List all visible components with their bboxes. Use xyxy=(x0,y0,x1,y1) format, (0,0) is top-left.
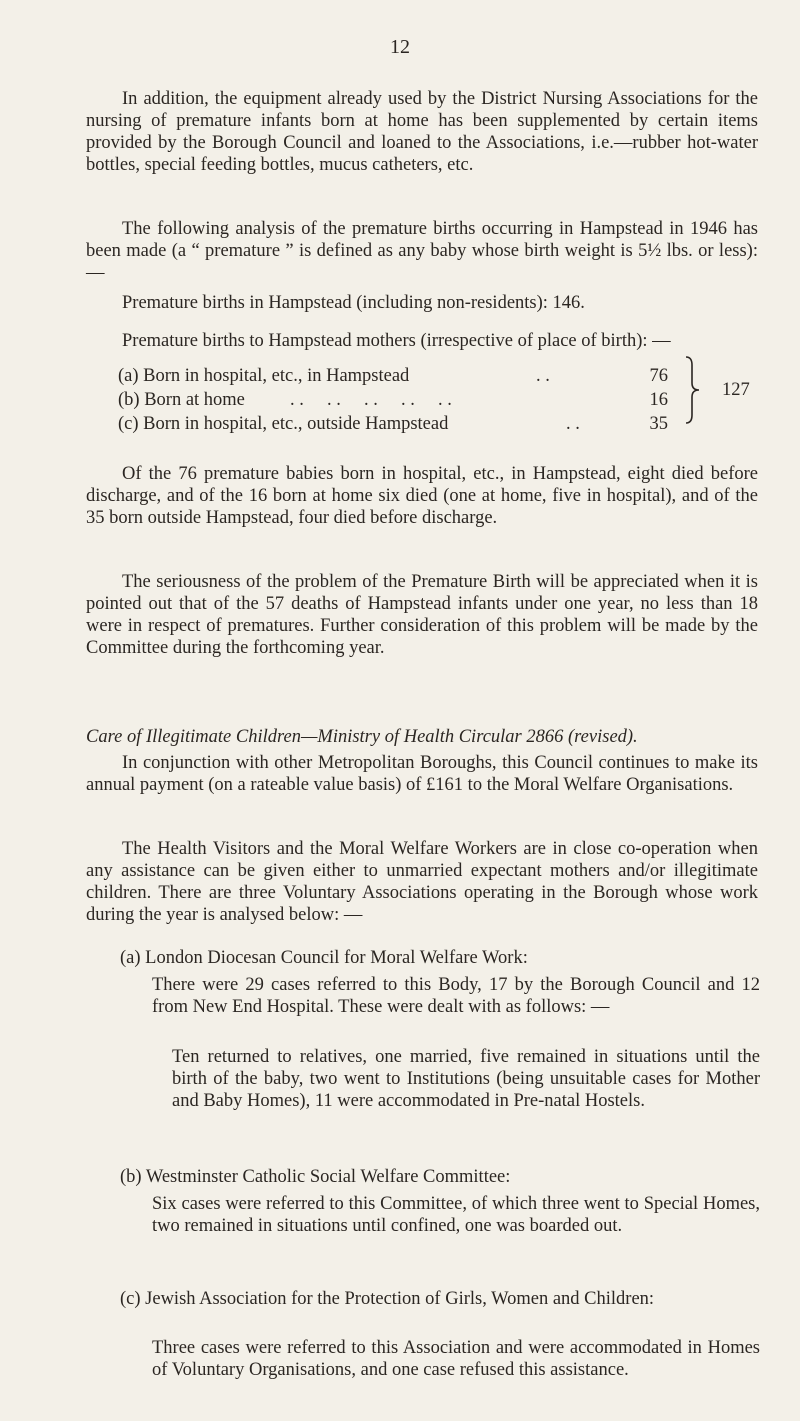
association-b-title: (b) Westminster Catholic Social Welfare Committee: xyxy=(120,1167,511,1187)
births-row-b-value: 16 xyxy=(649,390,668,410)
births-row-a-value: 76 xyxy=(649,366,668,386)
paragraph-seriousness: The seriousness of the problem of the Premature Birth will be appreciated when it is pointed out that of the 57 deaths of Hampstead infants under one year, no less than 18 were in respect of prematures. Further consideration of this problem will be made by the Committee during the forthcoming year. xyxy=(86,572,758,658)
births-row-c: (c) Born in hospital, etc., outside Hampstead xyxy=(118,414,449,434)
section-heading: Care of Illegitimate Children—Ministry of Health Circular 2866 (revised). xyxy=(86,727,638,747)
association-c-title: (c) Jewish Association for the Protection of Girls, Women and Children: xyxy=(120,1289,655,1309)
right-brace xyxy=(684,355,704,425)
births-row-c-leader: . . xyxy=(566,414,580,434)
page-number: 12 xyxy=(390,36,410,58)
association-b-text: Six cases were referred to this Committee, of which three went to Special Homes, two remained in situations until confined, one was boarded out. xyxy=(152,1194,760,1236)
births-total: 127 xyxy=(722,380,750,400)
births-row-c-value: 35 xyxy=(649,414,668,434)
births-row-b-leader: . . . . . . . . . . xyxy=(290,390,452,410)
association-a-text: There were 29 cases referred to this Body, 17 by the Borough Council and 12 from New End Hospital. These were dealt with as follows: — xyxy=(152,975,760,1017)
association-a-title: (a) London Diocesan Council for Moral Welfare Work: xyxy=(120,948,528,968)
paragraph-analysis-intro: The following analysis of the premature births occurring in Hampstead in 1946 has been made (a “ premature ” is defined as any baby whose birth weight is 5½ lbs. or less): — xyxy=(86,219,758,283)
births-row-a-leader: . . xyxy=(536,366,550,386)
paragraph-deaths: Of the 76 premature babies born in hospital, etc., in Hampstead, eight died before discharge, and of the 16 born at home six died (one at home, five in hospital), and of the 35 born outside Hampstead, four died before discharge. xyxy=(86,464,758,528)
paragraph-cooperation: The Health Visitors and the Moral Welfare Workers are in close co-operation when any assistance can be given either to unmarried expectant mothers and/or illegitimate children. There are three Voluntary Associations operating in the Borough whose work during the year is analysed below: — xyxy=(86,839,758,925)
births-row-a: (a) Born in hospital, etc., in Hampstead xyxy=(118,366,410,386)
association-c-text: Three cases were referred to this Association and were accommodated in Homes of Voluntary Organisations, and one case refused this assistance. xyxy=(152,1338,760,1380)
paragraph-equipment: In addition, the equipment already used by the District Nursing Associations for the nursing of premature infants born at home has been supplemented by certain items provided by the Borough Council and loaned to the Associations, i.e.—rubber hot-water bottles, special feeding bottles, mucus catheters, etc. xyxy=(86,89,758,175)
paragraph-premature-births-mothers: Premature births to Hampstead mothers (irrespective of place of birth): — xyxy=(122,331,671,351)
births-row-b: (b) Born at home xyxy=(118,390,245,410)
paragraph-annual-payment: In conjunction with other Metropolitan Boroughs, this Council continues to make its annual payment (on a rateable value basis) of £161 to the Moral Welfare Organisations. xyxy=(86,753,758,795)
paragraph-premature-births-total: Premature births in Hampstead (including non-residents): 146. xyxy=(122,293,585,313)
association-a-detail: Ten returned to relatives, one married, five remained in situations until the birth of the baby, two went to Institutions (being unsuitable cases for Mother and Baby Homes), 11 were accommodated in Pre-natal Hostels. xyxy=(172,1047,760,1111)
